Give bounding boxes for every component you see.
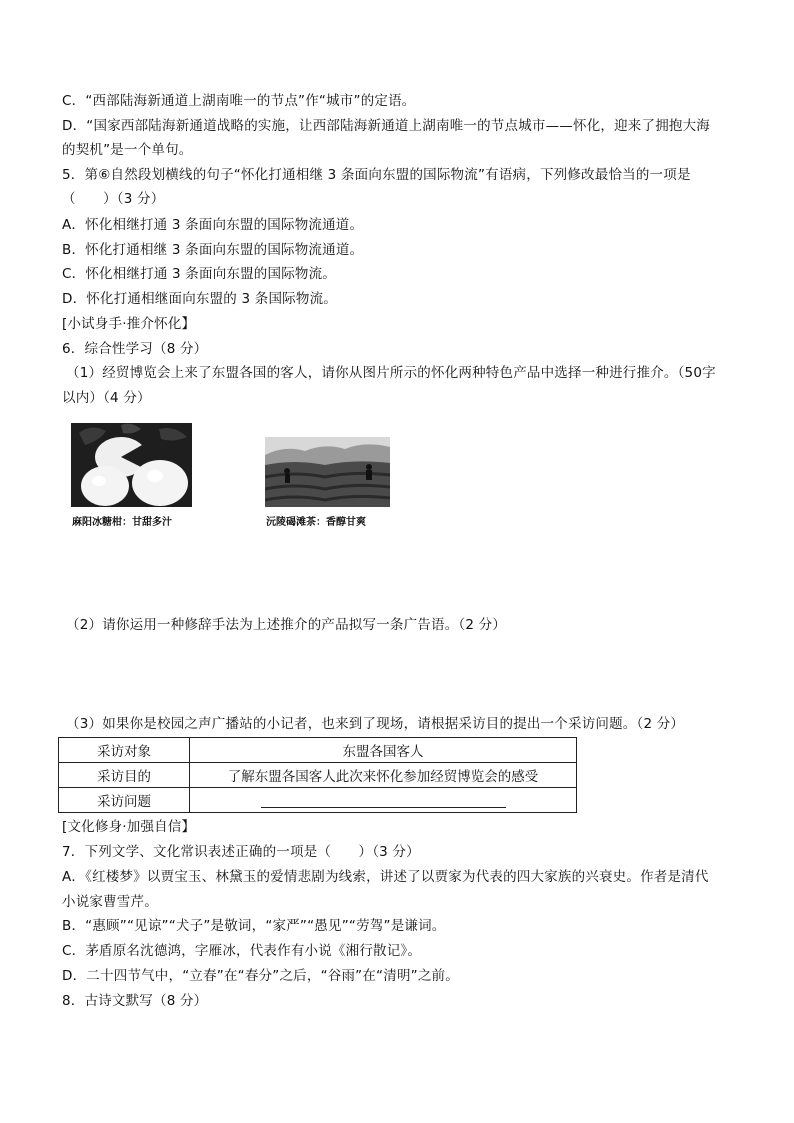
q6-3: （3）如果你是校园之声广播站的小记者，也来到了现场，请根据采访目的提出一个采访问题。（2 分） — [66, 716, 685, 732]
section-title-culture: [文化修身·加强自信】 — [62, 819, 196, 835]
tea-photo — [265, 437, 390, 507]
table-row — [59, 738, 577, 763]
q6-1-line1: （1）经贸博览会上来了东盟各国的客人，请你从图片所示的怀化两种特色产品中选择一种进行推介。（50字 — [66, 365, 716, 381]
table-cell-value: 了解东盟各国客人此次来怀化参加经贸博览会的感受 — [190, 763, 577, 788]
q5-stem-line1: 5．第⑥自然段划横线的句子“怀化打通相继 3 条面向东盟的国际物流”有语病，下列修改最恰当的一项是 — [62, 167, 691, 183]
q6-2: （2）请你运用一种修辞手法为上述推介的产品拟写一条广告语。（2 分） — [66, 617, 507, 633]
interview-question-answer-cell[interactable] — [190, 788, 577, 813]
q5-option-b: B．怀化打通相继 3 条面向东盟的国际物流通道。 — [62, 242, 364, 258]
q6-1-line2: 以内）（4 分） — [62, 390, 151, 406]
answer-blank-line[interactable] — [261, 793, 506, 808]
q7-option-c: C．茅盾原名沈德鸿，字雁冰，代表作有小说《湘行散记》。 — [62, 943, 422, 959]
q7-option-d: D．二十四节气中，“立春”在“春分”之后，“谷雨”在“清明”之前。 — [62, 968, 459, 984]
table-cell-value: 东盟各国客人 — [190, 738, 577, 763]
table-cell-label: 采访目的 — [59, 763, 190, 788]
q5-option-a: A．怀化相继打通 3 条面向东盟的国际物流通道。 — [62, 217, 364, 233]
q7-option-b: B．“惠顾”“见谅”“犬子”是敬词，“家严”“愚见”“劳驾”是谦词。 — [62, 918, 446, 934]
q8-stem: 8．古诗文默写（8 分） — [62, 993, 208, 1009]
q6-stem: 6．综合性学习（8 分） — [62, 341, 208, 357]
tea-field-illustration — [265, 437, 390, 507]
table-row — [59, 788, 577, 813]
q7-stem: 7．下列文学、文化常识表述正确的一项是（ ）（3 分） — [62, 844, 420, 860]
q4-option-c: C．“西部陆海新通道上湖南唯一的节点”作“城市”的定语。 — [62, 93, 416, 109]
table-cell-label: 采访对象 — [59, 738, 190, 763]
orange-caption: 麻阳冰糖柑：甘甜多汁 — [72, 517, 172, 528]
q4-option-d-line2: 的契机”是一个单句。 — [62, 142, 193, 158]
table-row — [59, 763, 577, 788]
orange-illustration — [71, 423, 192, 507]
tea-caption: 沅陵碣滩茶：香醇甘爽 — [266, 517, 366, 528]
interview-table — [58, 737, 577, 813]
q7-option-a-line2: 小说家曹雪芹。 — [62, 894, 158, 910]
q5-option-d: D．怀化打通相继面向东盟的 3 条国际物流。 — [62, 291, 337, 307]
table-cell-label: 采访问题 — [59, 788, 190, 813]
q5-stem-line2: （ ）（3 分） — [62, 191, 165, 207]
q7-option-a-line1: A．《红楼梦》以贾宝玉、林黛玉的爱情悲剧为线索，讲述了以贾家为代表的四大家族的兴衰史。作者是清代 — [62, 869, 709, 885]
q4-option-d-line1: D．“国家西部陆海新通道战略的实施，让西部陆海新通道上湖南唯一的节点城市——怀化，迎来了拥抱大海 — [62, 118, 710, 134]
q5-option-c: C．怀化相继打通 3 条面向东盟的国际物流。 — [62, 266, 336, 282]
section-title-try: [小试身手·推介怀化】 — [62, 316, 196, 332]
orange-photo — [71, 423, 192, 507]
